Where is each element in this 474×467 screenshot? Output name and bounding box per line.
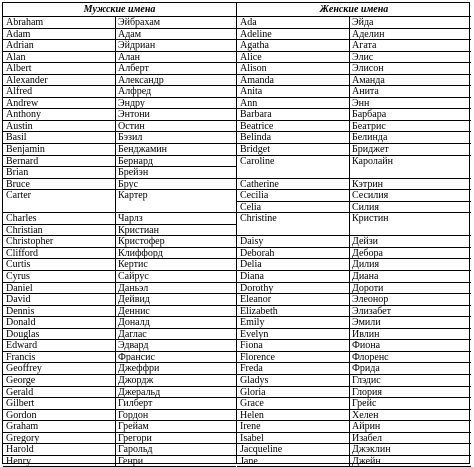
female-name-latin: Alice (240, 51, 262, 63)
male-name-latin: Carter (6, 190, 31, 202)
male-row (3, 444, 236, 456)
male-name-cyrillic: Энтони (118, 109, 150, 120)
male-name-cyrillic: Кристофер (118, 236, 165, 247)
male-name-latin: Austin (6, 120, 33, 132)
male-row (3, 375, 236, 387)
female-name-cyrillic: Силия (352, 201, 379, 213)
male-row (3, 306, 236, 318)
female-name-latin: Ada (240, 17, 257, 28)
male-name-cyrillic: Бернард (118, 155, 153, 167)
female-row (237, 144, 471, 156)
male-names-header: Мужские имена (3, 3, 236, 17)
female-name-cyrillic: Диана (352, 271, 379, 282)
female-name-latin: Dorothy (240, 282, 274, 294)
male-name-latin: Benjamin (6, 144, 45, 155)
female-row (237, 317, 471, 329)
female-name-latin: Florence (240, 351, 275, 363)
male-row (3, 352, 236, 364)
female-name-cyrillic: Грейс (352, 398, 377, 409)
male-name-cyrillic: Эдвард (118, 340, 149, 351)
female-row (237, 329, 471, 341)
male-name-latin: Dennis (6, 305, 35, 317)
female-row (237, 363, 471, 375)
male-row (3, 156, 236, 168)
female-name-cyrillic: Агата (352, 40, 377, 51)
female-name-latin: Ann (240, 97, 258, 109)
female-name-latin: Elizabeth (240, 305, 278, 317)
female-name-latin: Cecilia (240, 190, 269, 201)
male-row (3, 17, 236, 29)
male-name-latin: David (6, 294, 31, 305)
female-name-latin: Fiona (240, 340, 263, 351)
female-name-cyrillic: Бриджет (352, 144, 389, 155)
female-name-latin: Gladys (240, 374, 269, 386)
female-name-latin: Daisy (240, 236, 264, 247)
female-name-cyrillic: Дороти (352, 282, 384, 294)
male-row (3, 387, 236, 399)
female-name-cyrillic: Кэтрин (352, 178, 384, 190)
female-row (237, 202, 471, 214)
female-name-cyrillic: Фрида (352, 363, 380, 374)
male-row (3, 144, 236, 156)
female-name-latin: Isabel (240, 432, 264, 444)
female-row (237, 29, 471, 41)
male-row (3, 317, 236, 329)
female-row (237, 190, 471, 202)
male-name-cyrillic: Брус (118, 178, 139, 190)
male-name-cyrillic: Грегори (118, 432, 152, 444)
female-names-header: Женские имена (237, 3, 471, 17)
male-name-latin: Gilbert (6, 398, 35, 409)
male-name-latin: Alexander (6, 74, 48, 86)
male-row (3, 86, 236, 98)
male-name-cyrillic: Адам (118, 28, 142, 40)
female-name-cyrillic: Барбара (352, 109, 387, 120)
female-name-cyrillic: Аманда (352, 74, 385, 86)
female-name-latin: Adeline (240, 28, 272, 40)
female-name-latin: Barbara (240, 109, 272, 120)
male-name-cyrillic: Бенджамин (118, 144, 167, 155)
male-name-latin: Brian (6, 167, 29, 178)
male-row (3, 410, 236, 422)
female-name-cyrillic: Эйда (352, 17, 374, 28)
male-name-cyrillic: Франсис (118, 351, 155, 363)
female-name-cyrillic: Глэдис (352, 374, 381, 386)
male-names-column (3, 3, 237, 467)
male-name-cyrillic: Сайрус (118, 271, 149, 282)
male-name-cyrillic: Грейам (118, 421, 149, 432)
female-name-latin: Beatrice (240, 120, 274, 132)
female-name-cyrillic: Айрин (352, 421, 381, 432)
female-name-latin: Belinda (240, 132, 272, 144)
female-name-cyrillic: Ивлин (352, 328, 380, 340)
male-row (3, 213, 236, 225)
male-name-latin: Gordon (6, 409, 37, 421)
female-name-latin: Christine (240, 213, 277, 225)
male-row (3, 236, 236, 248)
female-row (237, 398, 471, 410)
male-row (3, 283, 236, 295)
female-row (237, 40, 471, 52)
male-name-latin: Curtis (6, 259, 31, 271)
male-name-latin: George (6, 374, 36, 386)
male-row (3, 329, 236, 341)
male-name-cyrillic: Деннис (118, 305, 150, 317)
male-name-latin: Daniel (6, 282, 33, 294)
male-name-latin: Douglas (6, 328, 40, 340)
female-name-cyrillic: Глория (352, 386, 382, 398)
male-row (3, 29, 236, 41)
female-name-cyrillic: Анита (352, 86, 379, 97)
male-name-cyrillic: Даглас (118, 328, 147, 340)
male-name-cyrillic: Картер (118, 190, 148, 202)
female-name-latin: Irene (240, 421, 261, 432)
female-row (237, 75, 471, 87)
female-row (237, 259, 471, 271)
female-name-latin: Evelyn (240, 328, 269, 340)
male-name-cyrillic: Эйбрахам (118, 17, 161, 28)
female-name-latin: Helen (240, 409, 264, 421)
female-row (237, 248, 471, 260)
male-name-cyrillic: Гилберт (118, 398, 153, 409)
female-name-cyrillic: Элизабет (352, 305, 391, 317)
male-row (3, 294, 236, 306)
female-name-cyrillic: Изабел (352, 432, 382, 444)
female-name-cyrillic: Дебора (352, 247, 383, 259)
female-name-latin: Deborah (240, 247, 275, 259)
male-name-latin: Basil (6, 132, 27, 144)
female-name-latin: Agatha (240, 40, 269, 51)
male-name-latin: Alfred (6, 86, 33, 97)
male-name-latin: Bernard (6, 155, 39, 167)
female-name-latin: Bridget (240, 144, 270, 155)
male-name-cyrillic: Эйдриан (118, 40, 156, 51)
female-names-column (237, 3, 471, 467)
male-name-cyrillic: Алфред (118, 86, 152, 97)
male-name-cyrillic: Джордж (118, 374, 154, 386)
female-name-latin: Gloria (240, 386, 266, 398)
female-name-latin: Jacqueline (240, 444, 283, 455)
male-name-latin: Andrew (6, 97, 39, 109)
male-row (3, 398, 236, 410)
male-name-latin: Edward (6, 340, 38, 351)
male-name-latin: Francis (6, 351, 36, 363)
female-row (237, 271, 471, 283)
female-row (237, 132, 471, 144)
female-name-cyrillic: Каролайн (352, 155, 393, 167)
male-name-latin: Gregory (6, 432, 40, 444)
male-row (3, 179, 236, 191)
female-name-latin: Eleanor (240, 294, 272, 305)
male-row (3, 98, 236, 110)
male-name-cyrillic: Гордон (118, 409, 149, 421)
male-name-cyrillic: Кертис (118, 259, 148, 271)
female-row (237, 294, 471, 306)
male-name-cyrillic: Алберт (118, 63, 149, 74)
male-name-latin: Henry (6, 455, 31, 467)
male-row (3, 421, 236, 433)
female-name-cyrillic: Эмили (352, 317, 381, 328)
male-row (3, 363, 236, 375)
female-name-cyrillic: Джейн (352, 455, 381, 467)
male-name-cyrillic: Алан (118, 51, 141, 63)
male-name-latin: Bruce (6, 178, 30, 190)
female-name-latin: Catherine (240, 178, 279, 190)
male-row (3, 259, 236, 271)
female-name-cyrillic: Элеонор (352, 294, 389, 305)
male-name-latin: Charles (6, 213, 37, 224)
female-row (237, 421, 471, 433)
male-name-latin: Donald (6, 317, 36, 328)
female-name-latin: Delia (240, 259, 262, 271)
male-name-cyrillic: Эндру (118, 97, 145, 109)
male-row (3, 271, 236, 283)
female-name-latin: Amanda (240, 74, 274, 86)
male-row (3, 52, 236, 64)
male-name-cyrillic: Даньэл (118, 282, 149, 294)
female-name-latin: Emily (240, 317, 265, 328)
male-name-cyrillic: Генри (118, 455, 144, 467)
female-row (237, 213, 471, 236)
female-name-latin: Anita (240, 86, 263, 97)
male-name-cyrillic: Джеффри (118, 363, 160, 374)
female-row (237, 98, 471, 110)
male-name-cyrillic: Александр (118, 74, 164, 86)
male-name-latin: Geoffrey (6, 363, 42, 374)
female-row (237, 387, 471, 399)
female-name-cyrillic: Элисон (352, 63, 384, 74)
female-row (237, 121, 471, 133)
male-row (3, 225, 236, 237)
female-row (237, 433, 471, 445)
female-row (237, 283, 471, 295)
female-row (237, 86, 471, 98)
male-name-latin: Harold (6, 444, 34, 455)
female-name-latin: Alison (240, 63, 267, 74)
male-row (3, 40, 236, 52)
female-name-cyrillic: Сесилия (352, 190, 389, 201)
male-name-latin: Clifford (6, 247, 39, 259)
female-name-cyrillic: Энн (352, 97, 370, 109)
male-row (3, 63, 236, 75)
male-name-latin: Christopher (6, 236, 54, 247)
male-row (3, 190, 236, 213)
female-row (237, 179, 471, 191)
female-row (237, 17, 471, 29)
male-row (3, 132, 236, 144)
female-name-latin: Freda (240, 363, 263, 374)
female-row (237, 63, 471, 75)
female-row (237, 306, 471, 318)
male-row (3, 109, 236, 121)
female-name-latin: Celia (240, 201, 262, 213)
female-name-cyrillic: Хелен (352, 409, 379, 421)
female-name-latin: Diana (240, 271, 264, 282)
male-row (3, 340, 236, 352)
female-row (237, 352, 471, 364)
male-name-cyrillic: Чарлз (118, 213, 143, 224)
male-name-latin: Adam (6, 28, 31, 40)
names-table (2, 2, 470, 467)
male-name-cyrillic: Клиффорд (118, 247, 163, 259)
female-name-cyrillic: Беатрис (352, 120, 386, 132)
female-name-cyrillic: Белинда (352, 132, 388, 144)
female-row (237, 236, 471, 248)
female-name-cyrillic: Дейзи (352, 236, 379, 247)
male-row (3, 248, 236, 260)
male-name-cyrillic: Джеральд (118, 386, 161, 398)
female-name-cyrillic: Флоренс (352, 351, 389, 363)
male-name-latin: Alan (6, 51, 26, 63)
female-name-cyrillic: Аделин (352, 28, 385, 40)
female-name-cyrillic: Дилия (352, 259, 380, 271)
female-row (237, 410, 471, 422)
male-name-latin: Gerald (6, 386, 34, 398)
female-name-cyrillic: Кристин (352, 213, 389, 225)
male-row (3, 433, 236, 445)
male-row (3, 456, 236, 467)
female-name-cyrillic: Джэклин (352, 444, 391, 455)
female-row (237, 456, 471, 467)
female-name-cyrillic: Фиона (352, 340, 381, 351)
male-name-cyrillic: Бэзил (118, 132, 143, 144)
male-name-latin: Christian (6, 224, 43, 236)
female-row (237, 156, 471, 179)
female-row (237, 375, 471, 387)
male-name-latin: Graham (6, 421, 39, 432)
male-name-latin: Albert (6, 63, 32, 74)
female-row (237, 340, 471, 352)
female-row (237, 52, 471, 64)
male-name-cyrillic: Гарольд (118, 444, 153, 455)
female-name-latin: Grace (240, 398, 264, 409)
male-name-cyrillic: Дейвид (118, 294, 150, 305)
male-name-latin: Cyrus (6, 271, 30, 282)
female-row (237, 109, 471, 121)
male-name-latin: Anthony (6, 109, 41, 120)
male-row (3, 75, 236, 87)
male-name-cyrillic: Доналд (118, 317, 150, 328)
female-name-latin: Jane (240, 455, 258, 467)
female-name-latin: Caroline (240, 155, 275, 167)
male-name-latin: Abraham (6, 17, 44, 28)
male-row (3, 167, 236, 179)
female-name-cyrillic: Элис (352, 51, 374, 63)
male-name-cyrillic: Кристиан (118, 224, 159, 236)
female-row (237, 444, 471, 456)
male-name-cyrillic: Брейэн (118, 167, 149, 178)
male-row (3, 121, 236, 133)
male-name-latin: Adrian (6, 40, 34, 51)
male-name-cyrillic: Остин (118, 120, 145, 132)
